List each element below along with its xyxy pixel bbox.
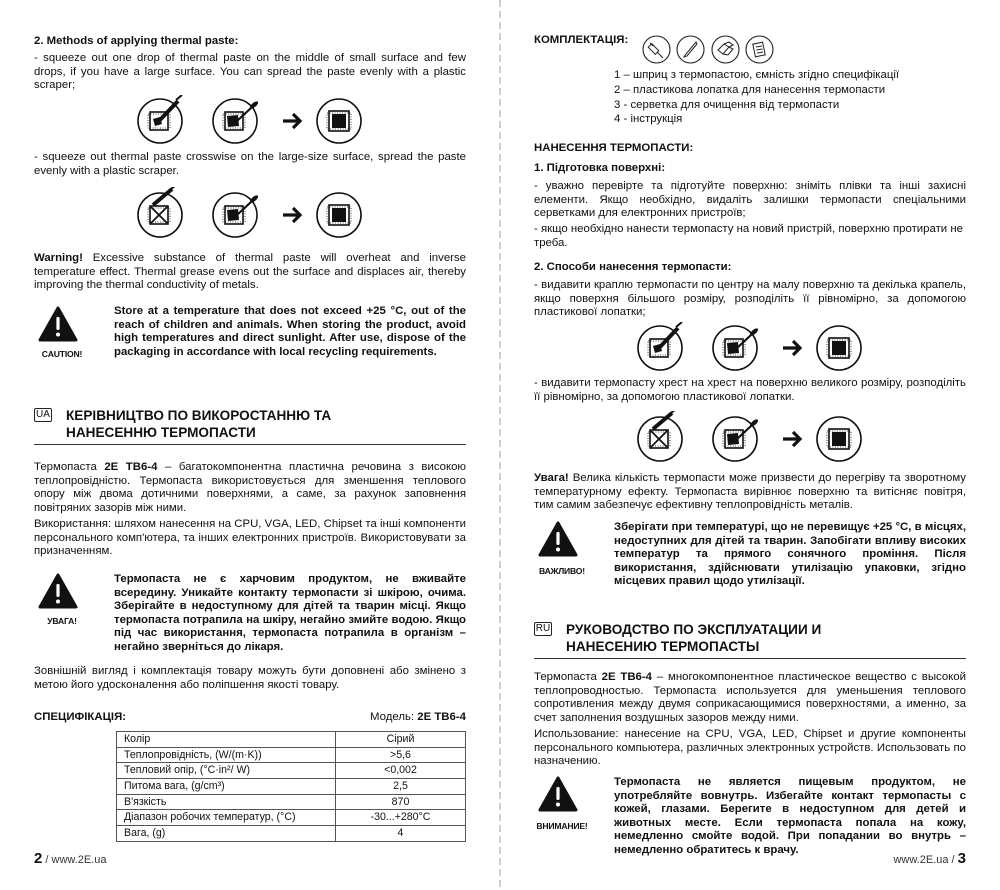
language-badge-ru: RU bbox=[535, 623, 551, 634]
ru-section-title bbox=[566, 621, 821, 655]
spec-model-value: 2E TB6-4 bbox=[417, 711, 466, 723]
page-footer-right bbox=[893, 852, 966, 868]
finished-chip-icon bbox=[314, 187, 364, 239]
syringe-icon bbox=[642, 35, 671, 64]
footer-separator: / bbox=[948, 854, 958, 866]
arrow-right-icon bbox=[780, 322, 806, 372]
warning-label: Warning! bbox=[34, 252, 83, 264]
spec-param: Питома вага, (g/cm³) bbox=[117, 779, 336, 795]
footer-url[interactable]: www.2E.ua bbox=[51, 854, 107, 866]
warning-triangle-icon bbox=[38, 573, 78, 609]
caution-label: CAUTION! bbox=[41, 349, 83, 359]
arrow-right-icon bbox=[280, 187, 306, 239]
ua-intro-text: – багатокомпонентна пластична речовина з високою теплопровідністю. Термопаста використовується для зменшення теплового опору між двома дотичними поверхнями, а саме, за рахунок заповнення повітряних зазорів між ними. bbox=[34, 461, 466, 514]
method1-text: - squeeze out one drop of thermal paste on the middle of small surface and few drops, if you have a large surface. You can spread the paste evenly with a plastic scraper; bbox=[34, 52, 466, 92]
spec-param: Вага, (g) bbox=[117, 826, 336, 842]
ua-caution-text: Термопаста не є харчовим продуктом, не вживайте всередину. Уникайте контакту термопасти зі шкірою, очима. Зберігайте в недоступному для дітей та тварин місці. Якщо термопаста потрапила на шкіру, негайно змийте водою. Якщо під час використання, термопаста потрапила в організм – негайно зверніться до лікаря. bbox=[114, 573, 466, 653]
spec-value: 4 bbox=[336, 826, 466, 842]
spec-row bbox=[117, 826, 466, 842]
spec-value: <0,002 bbox=[336, 763, 466, 779]
spread-paste-icon bbox=[711, 322, 761, 372]
warning-triangle-icon bbox=[538, 521, 578, 557]
footer-separator: / bbox=[42, 854, 52, 866]
method2-illustration-ua bbox=[534, 411, 966, 461]
method1-illustration-ua bbox=[534, 322, 966, 372]
ru-intro-prefix: Термопаста bbox=[534, 671, 602, 683]
ua-caution-label: УВАГА! bbox=[47, 616, 77, 626]
page-number: 3 bbox=[957, 850, 966, 867]
spec-row bbox=[117, 732, 466, 748]
ua-usage-paragraph: Використання: шляхом нанесення на CPU, VGA, LED, Chipset та інші компоненти персонального комп'ютера, та інших електронних пристроїв. Використовувати за призначенням. bbox=[34, 518, 466, 558]
footer-url[interactable]: www.2E.ua bbox=[893, 854, 949, 866]
warning-text-ua: Велика кількість термопасти може призвести до перегріву та зворотному температурному ефекту. Термопаста вирівнює поверхню та витісняє повітря, тим самим забезпечує ефективну теплопровідність металів. bbox=[534, 472, 966, 512]
finished-chip-icon bbox=[314, 95, 364, 145]
ua-section-header bbox=[34, 407, 466, 445]
method2-illustration bbox=[34, 187, 466, 237]
instruction-icon bbox=[745, 35, 774, 64]
ua-title-line1: КЕРІВНИЦТВО ПО ВИКОРОСТАННЮ ТА bbox=[66, 408, 332, 423]
ua-intro-model: 2E TB6-4 bbox=[104, 461, 158, 473]
method2-text-ua: - видавити термопасту хрест на хрест на поверхню великого розміру, розподіліть її рівномірно, за допомогою пластикової лопатки. bbox=[534, 377, 966, 403]
wipe-icon bbox=[711, 35, 740, 64]
spatula-icon bbox=[676, 35, 705, 64]
spec-row bbox=[117, 810, 466, 826]
spec-value: -30...+280°C bbox=[336, 810, 466, 826]
finished-chip-icon bbox=[814, 411, 864, 463]
page-number: 2 bbox=[34, 850, 43, 867]
warning-triangle-icon bbox=[538, 776, 578, 812]
important-text: Зберігати при температурі, що не перевищує +25 °C, в місцях, недоступних для дітей та тварин. Запобігати впливу високих температур та прямого сонячного проміння. Після використання, здійснювати утилізацію упаковки, згідно місцевих правил щодо утилізації. bbox=[614, 521, 966, 588]
drop-on-chip-icon bbox=[636, 322, 686, 372]
spec-param: Теплопровідність, (W/(m·K)) bbox=[117, 747, 336, 763]
kit-item: 2 – пластикова лопатка для нанесення термопасти bbox=[614, 83, 886, 96]
page-footer-left bbox=[34, 852, 107, 868]
spread-paste-icon bbox=[211, 95, 261, 145]
spec-row bbox=[117, 763, 466, 779]
ua-appearance-note: Зовнішній вигляд і комплектація товару можуть бути доповнені або змінено з метою його удосконалення або поліпшення якості товару. bbox=[34, 665, 466, 691]
cross-on-chip-icon bbox=[136, 187, 186, 239]
spec-table bbox=[116, 731, 466, 842]
page-fold-divider bbox=[499, 0, 501, 890]
application-heading: НАНЕСЕННЯ ТЕРМОПАСТИ: bbox=[534, 142, 694, 154]
spec-param: Тепловий опір, (°C·in²/ W) bbox=[117, 763, 336, 779]
kit-item: 1 – шприц з термопастою, ємність згідно специфікації bbox=[614, 69, 900, 81]
spec-heading: СПЕЦИФІКАЦІЯ: bbox=[34, 711, 127, 723]
drop-on-chip-icon bbox=[136, 95, 186, 145]
kit-item: 4 - інструкція bbox=[614, 113, 683, 126]
prep-text-1: - уважно перевірте та підготуйте поверхню: зніміть плівки та інші захисні елементи. Якщо необхідно, видаліть залишки термопасти спеціальними серветками для електронних пристроїв; bbox=[534, 180, 966, 220]
arrow-right-icon bbox=[280, 95, 306, 145]
method1-illustration bbox=[34, 95, 466, 145]
spec-param: Діапазон робочих температур, (°C) bbox=[117, 810, 336, 826]
method2-text: - squeeze out thermal paste crosswise on the large-size surface, spread the paste evenly with a plastic scraper. bbox=[34, 151, 466, 177]
ru-title-line1: РУКОВОДСТВО ПО ЭКСПЛУАТАЦИИ И bbox=[566, 622, 822, 637]
caution-text: Store at a temperature that does not exceed +25 °C, out of the reach of children and animals. When storing the product, avoid high temperatures and direct sunlight. After use, dispose of the packaging in accordance with local recycling requirements. bbox=[114, 305, 466, 358]
ua-section-title bbox=[66, 407, 331, 441]
ua-intro-prefix: Термопаста bbox=[34, 461, 105, 473]
spec-param: В'язкість bbox=[117, 794, 336, 810]
spec-model-label: Модель: bbox=[370, 711, 418, 723]
ru-section-header bbox=[534, 621, 966, 659]
prep-heading: 1. Підготовка поверхні: bbox=[534, 162, 666, 174]
ua-title-line2: НАНЕСЕННЮ ТЕРМОПАСТИ bbox=[66, 425, 256, 440]
warning-paragraph bbox=[34, 252, 466, 293]
ru-title-line2: НАНЕСЕНИЮ ТЕРМОПАСТЫ bbox=[566, 639, 760, 654]
methods-heading: 2. Methods of applying thermal paste: bbox=[34, 35, 239, 47]
warning-paragraph-ua bbox=[534, 472, 966, 513]
ru-intro-paragraph bbox=[534, 671, 966, 725]
methods-heading-ua: 2. Способи нанесення термопасти: bbox=[534, 261, 732, 273]
important-label: ВАЖЛИВО! bbox=[539, 566, 585, 576]
ru-caution-text: Термопаста не является пищевым продуктом, не употребляйте вовнутрь. Избегайте контакт термопасты с кожей, глазами. Берегите в недоступном для детей и животных месте. Если термопаста попала на кожу, немедленно смойте водой. При попадании во внутрь – немедленно обратитесь к врачу. bbox=[614, 776, 966, 856]
language-badge-ua: UA bbox=[34, 408, 52, 422]
kit-heading: КОМПЛЕКТАЦІЯ: bbox=[534, 34, 629, 46]
spread-paste-icon bbox=[211, 187, 261, 239]
ru-usage-paragraph: Использование: нанесение на CPU, VGA, LED, Chipset и другие компоненты персонального компьютера, различных электронных устройств. Использовать по назначению. bbox=[534, 728, 966, 768]
prep-text-2: - якщо необхідно нанести термопасту на новий пристрій, поверхню протирати не треба. bbox=[534, 223, 963, 249]
spec-model bbox=[34, 711, 466, 725]
ua-intro-paragraph bbox=[34, 461, 466, 515]
spec-row bbox=[117, 747, 466, 763]
ru-caution-label: ВНИМАНИЕ! bbox=[536, 821, 588, 831]
spread-paste-icon bbox=[711, 411, 761, 463]
cross-on-chip-icon bbox=[636, 411, 686, 463]
spec-param: Колір bbox=[117, 732, 336, 748]
spec-value: 870 bbox=[336, 794, 466, 810]
finished-chip-icon bbox=[814, 322, 864, 372]
method1-text-ua: - видавити краплю термопасти по центру на малу поверхню та декілька крапель, якщо поверхня більшого розміру, розподіліть її рівномірно, за допомогою пластикової лопатки; bbox=[534, 279, 966, 319]
spec-value: 2,5 bbox=[336, 779, 466, 795]
warning-label-ua: Увага! bbox=[534, 472, 569, 484]
spec-value: Сірий bbox=[336, 732, 466, 748]
kit-item: 3 - серветка для очищення від термопасти bbox=[614, 98, 840, 111]
spec-row bbox=[117, 779, 466, 795]
ru-intro-text: – многокомпонентное пластическое вещество с высокой теплопроводностью. Термопаста используется для уменьшения теплового сопротивления между двумя соприкасающимися поверхностями, а именно, за счет заполнения воздушных зазоров между ними. bbox=[534, 671, 966, 724]
arrow-right-icon bbox=[780, 411, 806, 463]
warning-text: Excessive substance of thermal paste will overheat and inverse temperature effect. Thermal grease evens out the surface and displaces air, thereby improving the thermal conductivity of metals. bbox=[34, 252, 466, 292]
spec-value: >5,6 bbox=[336, 747, 466, 763]
kit-list bbox=[614, 68, 899, 127]
warning-triangle-icon bbox=[38, 306, 78, 342]
ru-intro-model: 2E TB6-4 bbox=[601, 671, 653, 683]
spec-row bbox=[117, 794, 466, 810]
